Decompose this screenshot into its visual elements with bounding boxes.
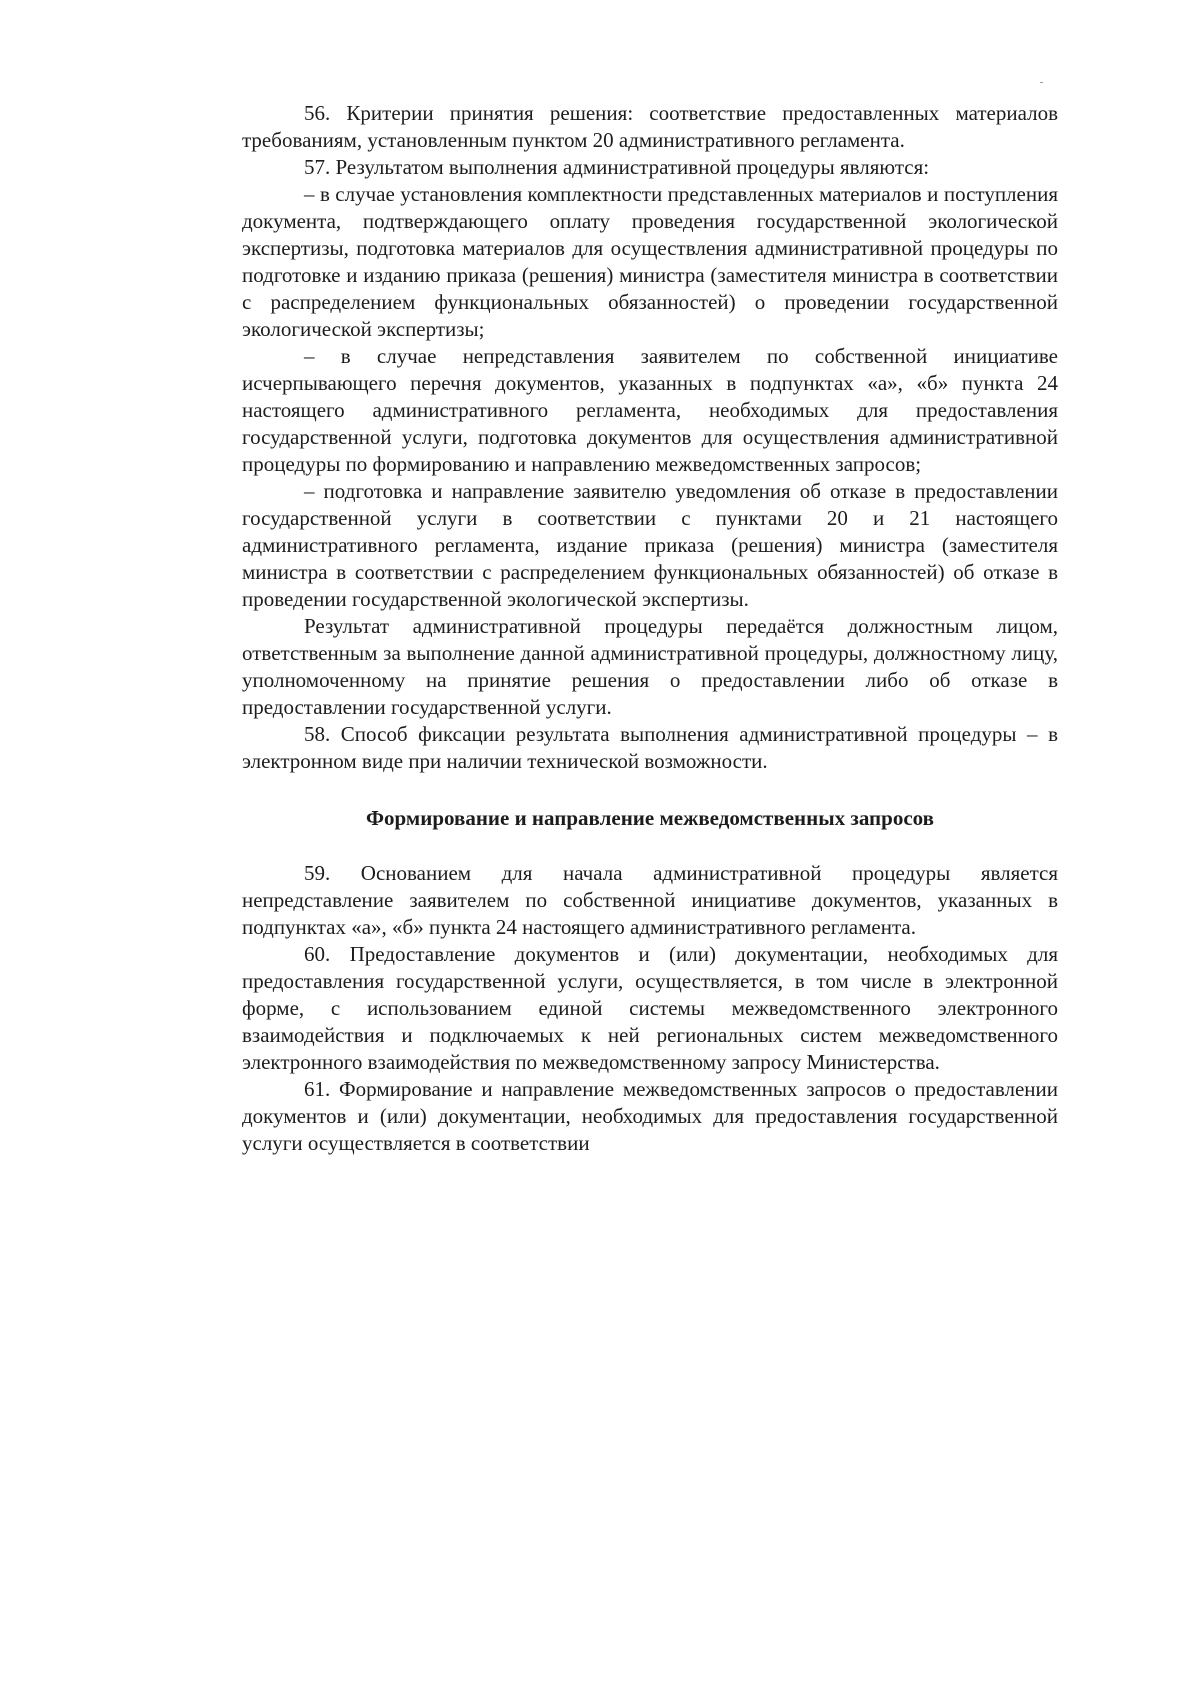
document-body bbox=[242, 100, 1058, 1157]
scan-artifact bbox=[1040, 82, 1043, 83]
paragraph-59: 59. Основанием для начала административной процедуры является непредставление заявителем по собственной инициативе документов, указанных в подпунктах «а», «б» пункта 24 настоящего административного регламента. bbox=[242, 861, 1058, 939]
paragraph-57: 57. Результатом выполнения административной процедуры являются: bbox=[304, 155, 930, 179]
paragraph-57-item-2: – в случае непредставления заявителем по собственной инициативе исчерпывающего перечня документов, указанных в подпунктах «а», «б» пункта 24 настоящего административного регламента, необходимых для предоставления государственной услуги, подготовка документов для осуществления административной процедуры по формированию и направлению межведомственных запросов; bbox=[242, 344, 1058, 476]
paragraph-57-item-1: – в случае установления комплектности представленных материалов и поступления документа, подтверждающего оплату проведения государственной экологической экспертизы, подготовка материалов для осуществления административной процедуры по подготовке и изданию приказа (решения) министра (заместителя министра в соответствии с распределением функциональных обязанностей) о проведении государственной экологической экспертизы; bbox=[242, 182, 1058, 341]
paragraph-57-item-3: – подготовка и направление заявителю уведомления об отказе в предоставлении государственной услуги в соответствии с пунктами 20 и 21 настоящего административного регламента, издание приказа (решения) министра (заместителя министра в соответствии с распределением функциональных обязанностей) об отказе в проведении государственной экологической экспертизы. bbox=[242, 479, 1058, 611]
paragraph-56: 56. Критерии принятия решения: соответствие предоставленных материалов требованиям, установленным пунктом 20 административного регламента. bbox=[242, 101, 1058, 152]
paragraph-result-transfer: Результат административной процедуры передаётся должностным лицом, ответственным за выполнение данной административной процедуры, должностному лицу, уполномоченному на принятие решения о предоставлении либо об отказе в предоставлении государственной услуги. bbox=[242, 614, 1058, 719]
paragraph-61: 61. Формирование и направление межведомственных запросов о предоставлении документов и (или) документации, необходимых для предоставления государственной услуги осуществляется в соответствии bbox=[242, 1077, 1058, 1155]
section-heading: Формирование и направление межведомственных запросов bbox=[366, 806, 934, 830]
paragraph-58: 58. Способ фиксации результата выполнения административной процедуры – в электронном виде при наличии технической возможности. bbox=[242, 722, 1058, 773]
paragraph-60: 60. Предоставление документов и (или) документации, необходимых для предоставления государственной услуги, осуществляется, в том числе в электронной форме, с использованием единой системы межведомственного электронного взаимодействия и подключаемых к ней региональных систем межведомственного электронного взаимодействия по межведомственному запросу Министерства. bbox=[242, 942, 1058, 1074]
